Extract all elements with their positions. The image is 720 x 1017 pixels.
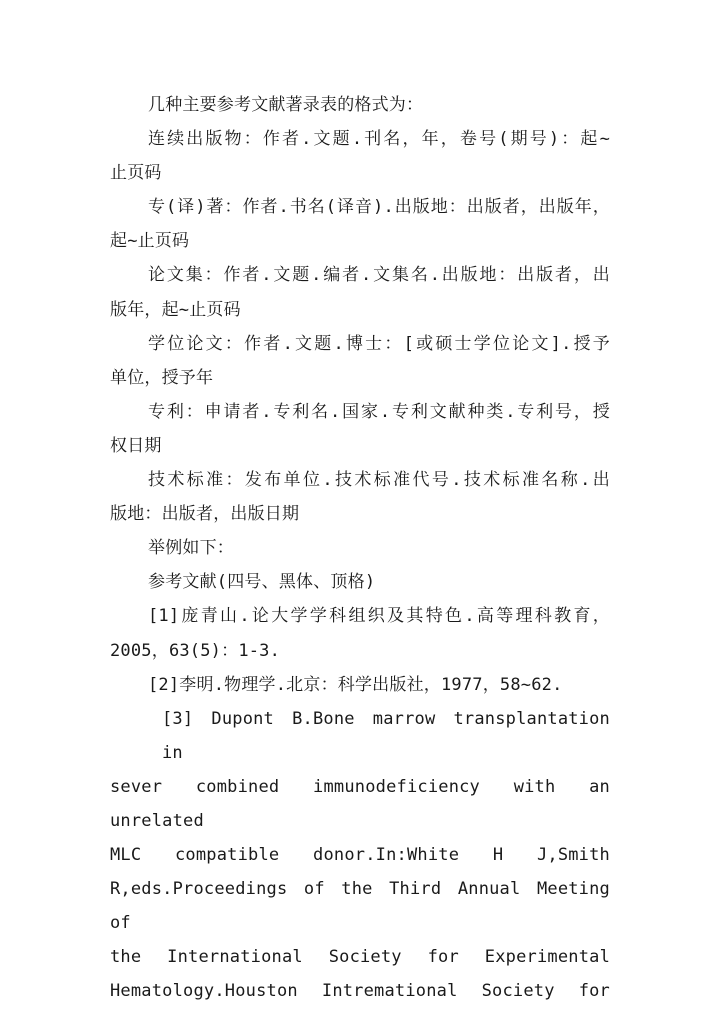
text-line: [2]李明.物理学.北京：科学出版社，1977，58~62. (148, 674, 563, 695)
text-line: 起~止页码 (110, 231, 190, 252)
text-line: 连续出版物：作者.文题.刊名，年，卷号(期号)：起~ (148, 129, 610, 150)
text-line: Hematology.Houston Intremational Society for (110, 981, 610, 1002)
text-line: [1]庞青山.论大学学科组织及其特色.高等理科教育， (148, 606, 610, 627)
text-line: [3] Dupont B.Bone marrow transplantation in (162, 708, 610, 763)
text-line: sever combined immunodeficiency with an unrelated (110, 776, 610, 831)
text-line: MLC compatible donor.In:White H J,Smith (110, 845, 610, 866)
text-line: 技术标准：发布单位.技术标准代号.技术标准名称.出 (148, 470, 610, 491)
text-line: 版地：出版者，出版日期 (110, 504, 300, 525)
document-body (110, 88, 610, 1009)
text-line: 专利：申请者.专利名.国家.专利文献种类.专利号，授 (148, 401, 610, 422)
text-line: 止页码 (110, 163, 162, 184)
text-line: 学位论文：作者.文题.博士：[或硕士学位论文].授予 (148, 333, 610, 354)
text-line: 权日期 (110, 435, 162, 456)
text-line: 版年，起~止页码 (110, 299, 241, 320)
text-line: 参考文献(四号、黑体、顶格) (148, 572, 376, 593)
text-line: 专(译)著：作者.书名(译音).出版地：出版者，出版年， (148, 197, 610, 218)
text-line: 单位，授予年 (110, 367, 214, 388)
text-line: 2005，63(5)：1-3. (110, 640, 281, 661)
text-line: 几种主要参考文献著录表的格式为： (148, 95, 424, 115)
text-line: 举例如下： (148, 538, 234, 559)
text-line: the International Society for Experimental (110, 947, 610, 968)
text-line: R,eds.Proceedings of the Third Annual Meeting of (110, 879, 610, 934)
text-line: 论文集：作者.文题.编者.文集名.出版地：出版者，出 (148, 265, 610, 286)
